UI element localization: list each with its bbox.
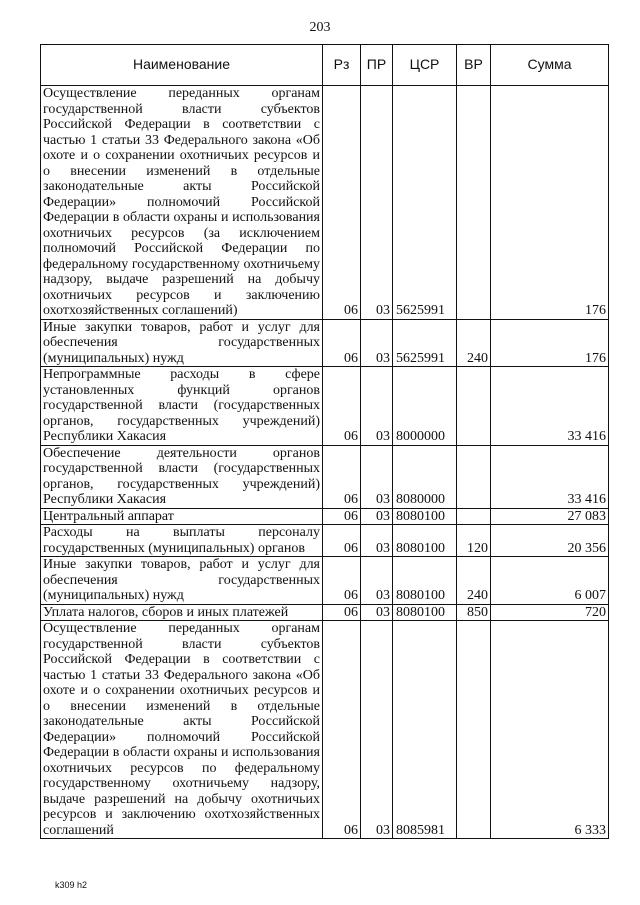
table-header-row bbox=[41, 45, 609, 86]
row-rz: 06 bbox=[323, 621, 361, 839]
row-sum: 176 bbox=[491, 319, 609, 367]
row-csr: 5625991 bbox=[393, 319, 457, 367]
row-vr: 120 bbox=[457, 525, 491, 557]
row-sum: 176 bbox=[491, 86, 609, 320]
row-rz: 06 bbox=[323, 525, 361, 557]
table-row bbox=[41, 319, 609, 367]
footer-code: k309 h2 bbox=[55, 880, 88, 890]
row-rz: 06 bbox=[323, 604, 361, 621]
row-name: Центральный аппарат bbox=[41, 508, 323, 525]
row-name: Обеспечение деятельности органов государственной власти (государственных органов, государственных учреждений) Республики Хакасия bbox=[41, 445, 323, 508]
row-csr: 8080100 bbox=[393, 525, 457, 557]
row-csr: 8000000 bbox=[393, 367, 457, 446]
row-csr: 8080100 bbox=[393, 557, 457, 605]
table-row bbox=[41, 508, 609, 525]
row-pr: 03 bbox=[361, 604, 393, 621]
row-name: Осуществление переданных органам государственной власти субъектов Российской Федерации в соответствии с частью 1 статьи 33 Федерального закона «Об охоте и о сохранении охотничьих ресурсов и о внесении изменений в отдельные законодательные акты Российской Федерации» полномочий Российской Федерации в области охраны и использования охотничьих ресурсов (за исключением полномочий Российской Федерации по федеральному государственному охотничьему надзору, выдаче разрешений на добычу охотничьих ресурсов и заключению охотхозяйственных соглашений) bbox=[41, 86, 323, 320]
row-rz: 06 bbox=[323, 319, 361, 367]
row-pr: 03 bbox=[361, 319, 393, 367]
budget-table bbox=[40, 44, 609, 839]
table-row bbox=[41, 86, 609, 320]
table-row bbox=[41, 445, 609, 508]
row-sum: 27 083 bbox=[491, 508, 609, 525]
row-rz: 06 bbox=[323, 445, 361, 508]
row-vr: 240 bbox=[457, 557, 491, 605]
row-name: Уплата налогов, сборов и иных платежей bbox=[41, 604, 323, 621]
row-vr bbox=[457, 86, 491, 320]
row-rz: 06 bbox=[323, 367, 361, 446]
row-pr: 03 bbox=[361, 508, 393, 525]
table-row bbox=[41, 525, 609, 557]
header-name: Наименование bbox=[41, 45, 323, 86]
row-pr: 03 bbox=[361, 86, 393, 320]
row-csr: 8080100 bbox=[393, 604, 457, 621]
table-row bbox=[41, 621, 609, 839]
row-pr: 03 bbox=[361, 445, 393, 508]
header-rz: Рз bbox=[323, 45, 361, 86]
row-csr: 8080100 bbox=[393, 508, 457, 525]
row-name: Расходы на выплаты персоналу государственных (муниципальных) органов bbox=[41, 525, 323, 557]
row-vr: 240 bbox=[457, 319, 491, 367]
table-row bbox=[41, 557, 609, 605]
row-sum: 33 416 bbox=[491, 367, 609, 446]
table-row bbox=[41, 604, 609, 621]
row-vr: 850 bbox=[457, 604, 491, 621]
row-sum: 33 416 bbox=[491, 445, 609, 508]
header-pr: ПР bbox=[361, 45, 393, 86]
row-vr bbox=[457, 445, 491, 508]
row-sum: 6 333 bbox=[491, 621, 609, 839]
row-vr bbox=[457, 367, 491, 446]
row-name: Осуществление переданных органам государственной власти субъектов Российской Федерации в соответствии с частью 1 статьи 33 Федерального закона «Об охоте и о сохранении охотничьих ресурсов и о внесении изменений в отдельные законодательные акты Российской Федерации» полномочий Российской Федерации в области охраны и использования охотничьих ресурсов по федеральному государственному охотничьему надзору, выдаче разрешений на добычу охотничьих ресурсов и заключению охотхозяйственных соглашений bbox=[41, 621, 323, 839]
row-pr: 03 bbox=[361, 621, 393, 839]
row-rz: 06 bbox=[323, 508, 361, 525]
row-csr: 5625991 bbox=[393, 86, 457, 320]
row-vr bbox=[457, 621, 491, 839]
row-name: Непрограммные расходы в сфере установленных функций органов государственной власти (государственных органов, государственных учреждений) Республики Хакасия bbox=[41, 367, 323, 446]
row-vr bbox=[457, 508, 491, 525]
row-rz: 06 bbox=[323, 86, 361, 320]
row-sum: 20 356 bbox=[491, 525, 609, 557]
row-pr: 03 bbox=[361, 525, 393, 557]
row-name: Иные закупки товаров, работ и услуг для обеспечения государственных (муниципальных) нужд bbox=[41, 319, 323, 367]
header-vr: ВР bbox=[457, 45, 491, 86]
header-csr: ЦСР bbox=[393, 45, 457, 86]
row-rz: 06 bbox=[323, 557, 361, 605]
table-row bbox=[41, 367, 609, 446]
header-sum: Сумма bbox=[491, 45, 609, 86]
page-number: 203 bbox=[309, 20, 331, 35]
row-name: Иные закупки товаров, работ и услуг для обеспечения государственных (муниципальных) нужд bbox=[41, 557, 323, 605]
row-sum: 720 bbox=[491, 604, 609, 621]
row-csr: 8085981 bbox=[393, 621, 457, 839]
row-csr: 8080000 bbox=[393, 445, 457, 508]
row-pr: 03 bbox=[361, 557, 393, 605]
row-pr: 03 bbox=[361, 367, 393, 446]
row-sum: 6 007 bbox=[491, 557, 609, 605]
